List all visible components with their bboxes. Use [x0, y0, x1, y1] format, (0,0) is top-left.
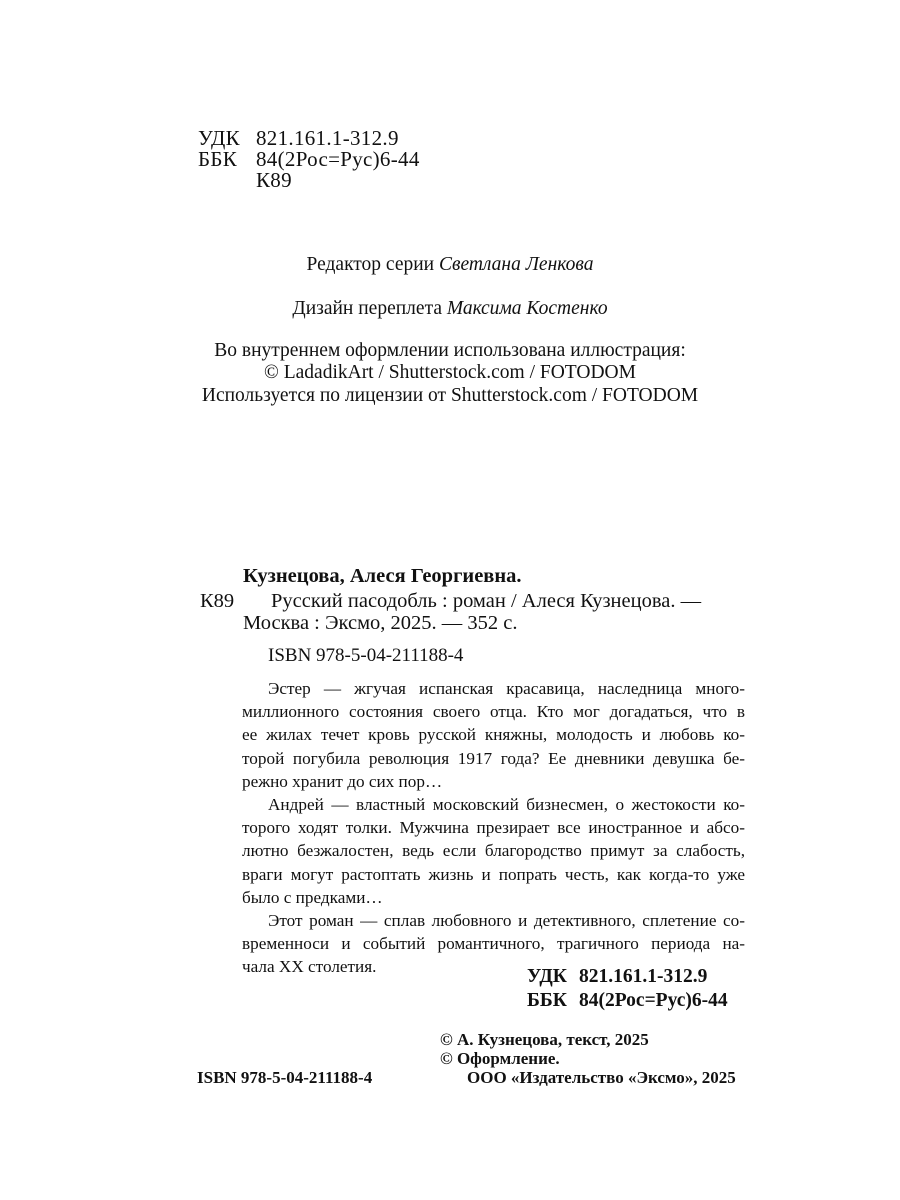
bbk-bottom-line: [527, 990, 728, 1012]
udk-top-label: УДК: [198, 126, 240, 150]
annotation-line: Этот роман — сплав любовного и детективного, сплетение со-: [268, 911, 745, 931]
series-editor-prefix: Редактор серии: [306, 254, 439, 275]
bbk-bottom-label: ББК: [527, 990, 567, 1011]
cover-design-name: Максима Костенко: [446, 298, 608, 319]
annotation-line: Эстер — жгучая испанская красавица, наследница много-: [268, 679, 745, 698]
annotation-line: торой погубила революция 1917 года? Ее дневники девушка бе-: [242, 748, 745, 768]
cover-design-line: [0, 298, 900, 320]
annotation-paragraph-2: [242, 793, 745, 909]
catalog-author-mark: К89: [200, 590, 235, 612]
annotation-line: режно хранит до сих пор…: [242, 771, 443, 791]
illustration-credit-line1: Во внутреннем оформлении использована иллюстрация:: [214, 340, 686, 361]
annotation-line: миллионного состояния своего отца. Кто мог догадаться, что в: [242, 702, 745, 722]
bbk-bottom-value: 84(2Рос=Рус)6-44: [579, 990, 728, 1011]
bbk-top-label: ББК: [198, 147, 238, 171]
copyright-design-line1: © Оформление.: [440, 1049, 560, 1068]
bbk-top-value: 84(2Рос=Рус)6-44: [256, 147, 420, 171]
illustration-license-line: Используется по лицензии от Shutterstock.com / FOTODOM: [201, 385, 699, 406]
annotation-line: Андрей — властный московский бизнесмен, о жестокости ко-: [268, 795, 745, 815]
catalog-author-heading: Кузнецова, Алеся Георгиевна.: [243, 565, 522, 587]
catalog-title-line1: Русский пасодобль : роман / Алеся Кузнецова. —: [271, 590, 702, 612]
annotation-line: торого ходят толки. Мужчина презирает все иностранное и абсо-: [242, 818, 745, 838]
catalog-isbn: ISBN 978-5-04-211188-4: [268, 645, 464, 666]
series-editor-line: [0, 254, 900, 276]
udk-bottom-label: УДК: [527, 966, 567, 987]
annotation: [242, 677, 745, 979]
catalog-title-line2: Москва : Эксмо, 2025. — 352 с.: [243, 612, 518, 634]
footer-isbn: ISBN 978-5-04-211188-4: [197, 1068, 373, 1087]
bbk-top-line: [198, 147, 420, 172]
udk-top-value: 821.161.1-312.9: [256, 126, 399, 150]
udk-bottom-line: [527, 966, 707, 988]
illustration-credit-line2: © LadadikArt / Shutterstock.com / FOTODOM: [264, 362, 636, 383]
annotation-line: временноси и событий романтичного, трагичного периода на-: [242, 934, 745, 954]
udk-bottom-value: 821.161.1-312.9: [579, 966, 708, 987]
author-mark-top: К89: [256, 168, 292, 192]
copyright-text: © А. Кузнецова, текст, 2025: [440, 1030, 649, 1049]
annotation-line: ее жилах течет кровь русской княжны, молодость и любовь ко-: [242, 725, 745, 745]
copyright-design-line2: ООО «Издательство «Эксмо», 2025: [467, 1068, 736, 1087]
annotation-paragraph-1: [242, 677, 745, 793]
annotation-line: чала XX столетия.: [242, 957, 377, 977]
series-editor-name: Светлана Ленкова: [438, 254, 594, 275]
cover-design-prefix: Дизайн переплета: [292, 298, 447, 319]
annotation-line: лютно безжалостен, ведь если благородство примут за слабость,: [242, 841, 745, 861]
annotation-line: было с предками…: [242, 887, 383, 907]
annotation-line: враги могут растоптать жизнь и попрать честь, как когда-то уже: [242, 864, 745, 884]
